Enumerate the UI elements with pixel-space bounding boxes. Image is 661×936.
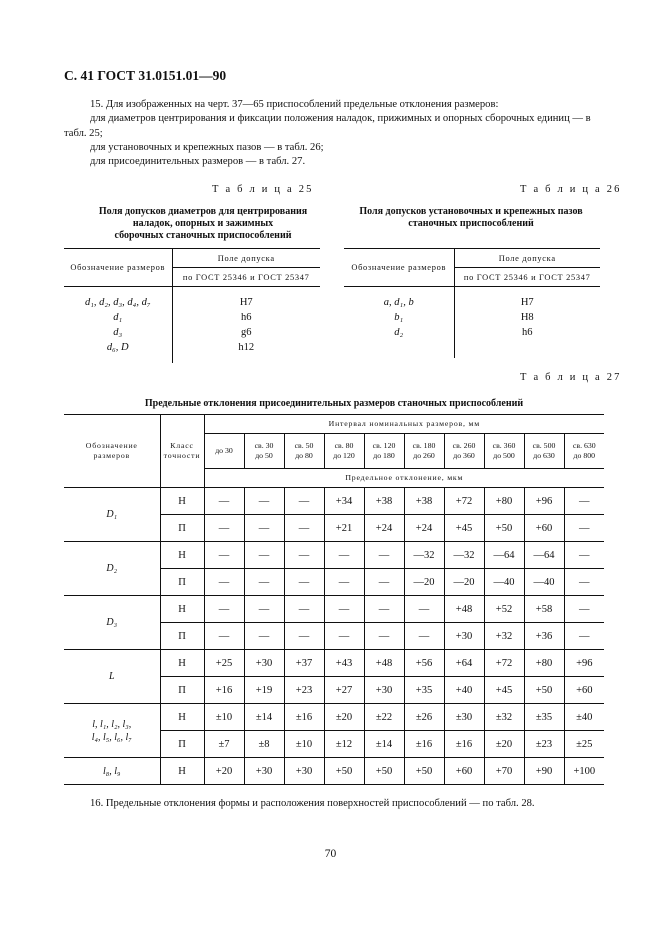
table-27-interval-from: св. 30 (254, 441, 274, 450)
table-27-value: ±16 (284, 704, 324, 731)
table-27-interval (364, 434, 404, 469)
table-27-value: +90 (524, 758, 564, 785)
table-27-value: ±25 (564, 731, 604, 758)
table-row (64, 758, 604, 785)
table-27-value: +52 (484, 596, 524, 623)
table-27-size-label-line: D₁ (106, 509, 118, 520)
table-27-value: ±30 (444, 704, 484, 731)
paragraph-15-line3: для установочных и крепежных пазов — в табл. 26; (90, 141, 324, 153)
table-27-value: +96 (524, 488, 564, 515)
paragraph-15-line4: для присоединительных размеров — в табл. 27. (90, 156, 306, 168)
table-27-value: — (364, 569, 404, 596)
table-27-value: +70 (484, 758, 524, 785)
table-27-value: +50 (404, 758, 444, 785)
table-27-value: ±20 (324, 704, 364, 731)
table-27-value: +30 (364, 677, 404, 704)
table-26-col-designation: Обозначение размеров (344, 249, 454, 287)
table-27-value: +60 (444, 758, 484, 785)
table-25-title-line: наладок, опорных и зажимных (132, 218, 274, 229)
table-27-value: +50 (364, 758, 404, 785)
table-27-value: +72 (484, 650, 524, 677)
table-27-value: — (284, 596, 324, 623)
table-27-value: — (284, 623, 324, 650)
table-27-interval-to: до 800 (573, 451, 596, 460)
table-27-interval-from: св. 80 (334, 441, 354, 450)
table-27-interval-header: Интервал номинальных размеров, мм (204, 415, 604, 434)
table-26-title-line: станочных приспособлений (408, 218, 534, 229)
table-row (64, 650, 604, 677)
table-27-interval-from: св. 630 (572, 441, 596, 450)
table-26-value: h6 (454, 325, 600, 340)
table-row (64, 542, 604, 569)
table-27-value: ±7 (204, 731, 244, 758)
table-27-interval-to: до 630 (533, 451, 555, 460)
table-27-class: П (160, 569, 204, 596)
table-27-value: — (204, 623, 244, 650)
table-27-size-label (64, 650, 160, 704)
table-27-interval (404, 434, 444, 469)
table-27-size-label (64, 542, 160, 596)
table-27-value: — (324, 542, 364, 569)
table-26-value: H8 (454, 310, 600, 325)
table-27-value: ±26 (404, 704, 444, 731)
table-25-col-tolerance: Поле допуска (172, 249, 320, 268)
table-27-value: — (204, 569, 244, 596)
table-27-class: Н (160, 542, 204, 569)
table-27-value: — (564, 569, 604, 596)
table-27-interval-from: св. 180 (412, 441, 436, 450)
table-27-deviation-header: Предельное отклонение, мкм (204, 469, 604, 488)
table-row (64, 488, 604, 515)
table-25-symbol: d₁ (113, 312, 123, 323)
table-27-value: —32 (444, 542, 484, 569)
table-27-value: +21 (324, 515, 364, 542)
table-27-value: +24 (404, 515, 444, 542)
table-27-value: ±10 (284, 731, 324, 758)
table-27-interval (444, 434, 484, 469)
table-26-value: H7 (454, 295, 600, 310)
table-27-col-designation: Обозначение размеров (64, 415, 160, 488)
table-27-interval-to: до 500 (493, 451, 515, 460)
paragraph-15 (64, 98, 604, 169)
table-25-title-line: Поля допусков диаметров для центрирования (98, 206, 308, 217)
table-27-interval (204, 434, 244, 469)
table-25-symbol: d₁, d₂, d₃, d₄, d₇ (84, 297, 151, 308)
table-27-value: ±23 (524, 731, 564, 758)
table-27-class: Н (160, 704, 204, 731)
table-27-value: +58 (524, 596, 564, 623)
table-27-size-label (64, 488, 160, 542)
table-27-value: +36 (524, 623, 564, 650)
table-27-value: — (564, 488, 604, 515)
table-27-value: — (364, 542, 404, 569)
table-26-symbol: b₁ (394, 312, 404, 323)
table-27-value: +37 (284, 650, 324, 677)
table-27-class: Н (160, 758, 204, 785)
table-27-interval-from: до 30 (215, 446, 233, 455)
table-27-size-label-line: l₄, l₅, l₆, l₇ (91, 731, 132, 743)
table-27-value: —20 (444, 569, 484, 596)
table-27-class: П (160, 677, 204, 704)
table-27-value: +23 (284, 677, 324, 704)
table-27-value: +50 (324, 758, 364, 785)
table-26-col-tolerance: Поле допуска (454, 249, 600, 268)
table-27-value: +30 (284, 758, 324, 785)
table-25-value: H7 (172, 295, 320, 310)
table-27-value: ±12 (324, 731, 364, 758)
table-27-value: — (204, 596, 244, 623)
table-27-value: —64 (484, 542, 524, 569)
table-27-size-label-line: L (108, 671, 115, 682)
table-27-value: — (564, 623, 604, 650)
table-27-interval (524, 434, 564, 469)
page-number: 70 (324, 848, 337, 860)
table-27-value: — (244, 569, 284, 596)
table-27-value: +35 (404, 677, 444, 704)
table-27-value: — (244, 515, 284, 542)
table-27-value: — (404, 596, 444, 623)
table-27-interval-to: до 260 (413, 451, 435, 460)
table-27-value: +60 (524, 515, 564, 542)
paragraph-15-line2: для диаметров центрирования и фиксации положения наладок, прижимных и опорных сборочных единиц — в табл. 25; (64, 113, 591, 139)
table-27-value: +60 (564, 677, 604, 704)
table-27-value: ±20 (484, 731, 524, 758)
table-27-value: — (364, 596, 404, 623)
table-27-value: +16 (204, 677, 244, 704)
table-27-value: +50 (484, 515, 524, 542)
table-26-title-line: Поля допусков установочных и крепежных пазов (359, 206, 583, 217)
table-27-value: ±8 (244, 731, 284, 758)
table-27-value: ±32 (484, 704, 524, 731)
table-27-value: +80 (524, 650, 564, 677)
table-27-value: +38 (404, 488, 444, 515)
table-27-value: ±35 (524, 704, 564, 731)
table-27-value: —32 (404, 542, 444, 569)
table-27-caption: Т а б л и ц а 27 (520, 372, 622, 383)
table-27-interval (484, 434, 524, 469)
table-row (64, 596, 604, 623)
table-27-value: ±14 (364, 731, 404, 758)
table-27-value: — (204, 515, 244, 542)
table-27-interval (324, 434, 364, 469)
table-27-value: +96 (564, 650, 604, 677)
table-27-size-label (64, 704, 160, 758)
paragraph-16-text: 16. Предельные отклонения формы и расположения поверхностей приспособлений — по табл. 28. (90, 798, 535, 809)
table-27-value: +45 (444, 515, 484, 542)
table-27-value: — (204, 542, 244, 569)
table-27-interval-from: св. 120 (372, 441, 396, 450)
table-25-col-gost: по ГОСТ 25346 и ГОСТ 25347 (172, 268, 320, 287)
table-27-value: ±16 (404, 731, 444, 758)
paragraph-16 (64, 797, 604, 811)
table-25-value: h6 (172, 310, 320, 325)
table-27-value: — (244, 542, 284, 569)
table-27-interval (284, 434, 324, 469)
table-27-col-class: Класс точности (160, 415, 204, 488)
table-27-value: —40 (524, 569, 564, 596)
table-27-interval-from: св. 500 (532, 441, 556, 450)
table-27-value: +24 (364, 515, 404, 542)
table-26-col-gost: по ГОСТ 25346 и ГОСТ 25347 (454, 268, 600, 287)
table-27-value: +72 (444, 488, 484, 515)
table-27-size-label (64, 596, 160, 650)
table-27-value: +30 (244, 650, 284, 677)
table-27-value: — (364, 623, 404, 650)
table-27-value: — (324, 569, 364, 596)
table-27-class: П (160, 623, 204, 650)
table-25-value: h12 (172, 340, 320, 355)
table-27-value: — (244, 596, 284, 623)
table-27-value: +45 (484, 677, 524, 704)
table-27-value: +20 (204, 758, 244, 785)
table-27-value: — (284, 569, 324, 596)
table-27-size-label-line: l₈, l₉ (102, 765, 121, 777)
table-27-value: +34 (324, 488, 364, 515)
table-27-value: +25 (204, 650, 244, 677)
table-26-caption: Т а б л и ц а 26 (520, 184, 622, 195)
table-27-value: +50 (524, 677, 564, 704)
table-27 (64, 414, 604, 785)
table-26-symbol: d₂ (394, 327, 404, 338)
table-27-value: —64 (524, 542, 564, 569)
table-27-value: +38 (364, 488, 404, 515)
table-27-value: ±22 (364, 704, 404, 731)
table-27-value: — (404, 623, 444, 650)
table-row (64, 704, 604, 731)
table-27-class: Н (160, 488, 204, 515)
table-25 (64, 248, 320, 363)
table-27-interval (564, 434, 604, 469)
table-27-value: +48 (364, 650, 404, 677)
table-26 (344, 248, 600, 358)
table-27-value: +100 (564, 758, 604, 785)
table-27-value: +40 (444, 677, 484, 704)
table-27-class: П (160, 515, 204, 542)
table-25-title (64, 206, 342, 242)
table-27-interval (244, 434, 284, 469)
table-25-title-line: сборочных станочных приспособлений (114, 230, 292, 241)
table-25-col-designation: Обозначение размеров (64, 249, 172, 287)
table-27-value: — (284, 542, 324, 569)
table-25-caption: Т а б л и ц а 25 (212, 184, 314, 195)
table-27-size-label (64, 758, 160, 785)
table-25-value: g6 (172, 325, 320, 340)
table-27-class: П (160, 731, 204, 758)
table-27-value: — (564, 515, 604, 542)
page-header: С. 41 ГОСТ 31.0151.01—90 (64, 68, 227, 83)
table-27-value: +30 (244, 758, 284, 785)
table-27-interval-to: до 50 (255, 451, 273, 460)
table-27-interval-to: до 360 (453, 451, 475, 460)
table-27-value: —40 (484, 569, 524, 596)
table-27-value: +32 (484, 623, 524, 650)
table-27-value: +80 (484, 488, 524, 515)
paragraph-15-line1: 15. Для изображенных на черт. 37—65 приспособлений предельные отклонения размеров: (90, 99, 499, 110)
table-27-value: ±40 (564, 704, 604, 731)
table-27-interval-to: до 80 (295, 451, 313, 460)
table-27-interval-from: св. 260 (452, 441, 476, 450)
table-27-class: Н (160, 650, 204, 677)
table-25-symbol: d₆, D (106, 342, 129, 353)
table-27-value: ±14 (244, 704, 284, 731)
table-27-value: — (564, 542, 604, 569)
table-27-value: — (204, 488, 244, 515)
table-27-value: +30 (444, 623, 484, 650)
table-27-value: — (284, 488, 324, 515)
table-27-size-label-line: l, l₁, l₂, l₃, (92, 718, 132, 730)
table-26-title (340, 206, 602, 230)
table-27-interval-to: до 180 (373, 451, 395, 460)
table-27-size-label-line: D₂ (106, 563, 118, 574)
table-26-symbol: a, d₁, b (383, 297, 414, 308)
table-27-value: — (564, 596, 604, 623)
table-27-class: Н (160, 596, 204, 623)
table-27-value: +64 (444, 650, 484, 677)
table-27-value: ±16 (444, 731, 484, 758)
table-27-value: +19 (244, 677, 284, 704)
table-27-value: ±10 (204, 704, 244, 731)
table-25-symbol: d₃ (113, 327, 123, 338)
table-27-value: —20 (404, 569, 444, 596)
table-27-interval-from: св. 360 (492, 441, 516, 450)
table-27-value: +48 (444, 596, 484, 623)
table-27-value: — (324, 596, 364, 623)
table-27-interval-to: до 120 (333, 451, 355, 460)
table-27-value: — (324, 623, 364, 650)
table-27-title: Предельные отклонения присоединительных размеров станочных приспособлений (144, 398, 524, 409)
table-27-value: +27 (324, 677, 364, 704)
table-27-value: +43 (324, 650, 364, 677)
table-27-value: — (244, 623, 284, 650)
table-27-value: +56 (404, 650, 444, 677)
table-27-size-label-line: D₃ (106, 617, 118, 628)
table-27-value: — (284, 515, 324, 542)
table-27-interval-from: св. 50 (294, 441, 314, 450)
table-27-value: — (244, 488, 284, 515)
